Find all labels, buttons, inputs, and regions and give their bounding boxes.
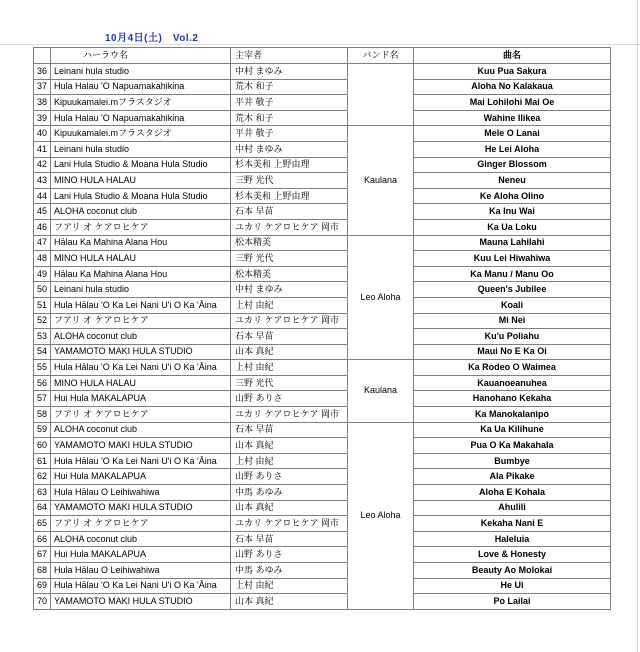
- band-name-cell: Kaulana: [348, 126, 414, 235]
- halau-name-cell: Kipuukamalei.mフラスタジオ: [51, 95, 231, 111]
- row-number-cell: 54: [34, 344, 51, 360]
- table-row: [34, 422, 611, 438]
- song-name-cell: Hanohano Kekaha: [414, 391, 611, 407]
- table-row: [34, 453, 611, 469]
- table-row: [34, 126, 611, 142]
- organizer-name-cell: 杉本美和 上野由理: [231, 188, 348, 204]
- organizer-name-cell: 三野 光代: [231, 173, 348, 189]
- organizer-name-cell: 山本 真紀: [231, 344, 348, 360]
- table-row: [34, 469, 611, 485]
- halau-name-cell: Hui Hula MAKALAPUA: [51, 469, 231, 485]
- halau-name-cell: フアリ オ ケアロヒケア: [51, 219, 231, 235]
- song-name-cell: Pua O Ka Makahala: [414, 438, 611, 454]
- song-name-cell: Ala Pikake: [414, 469, 611, 485]
- halau-name-cell: YAMAMOTO MAKI HULA STUDIO: [51, 594, 231, 610]
- song-name-cell: Ka Rodeo O Waimea: [414, 360, 611, 376]
- title-divider: [0, 44, 640, 45]
- song-name-cell: Ka Inu Wai: [414, 204, 611, 220]
- row-number-cell: 51: [34, 297, 51, 313]
- song-name-cell: Aloha No Kalakaua: [414, 79, 611, 95]
- band-name-cell: Leo Aloha: [348, 235, 414, 360]
- band-name-cell: Kaulana: [348, 360, 414, 422]
- organizer-name-cell: 荒木 和子: [231, 110, 348, 126]
- row-number-cell: 58: [34, 407, 51, 423]
- halau-name-cell: Hui Hula MAKALAPUA: [51, 547, 231, 563]
- row-number-cell: 57: [34, 391, 51, 407]
- row-number-cell: 46: [34, 219, 51, 235]
- halau-name-cell: MINO HULA HALAU: [51, 375, 231, 391]
- song-name-cell: Kuu Pua Sakura: [414, 64, 611, 80]
- table-row: [34, 563, 611, 579]
- row-number-cell: 53: [34, 329, 51, 345]
- table-row: [34, 110, 611, 126]
- organizer-name-cell: 上村 由紀: [231, 297, 348, 313]
- halau-name-cell: YAMAMOTO MAKI HULA STUDIO: [51, 438, 231, 454]
- organizer-name-cell: 山本 真紀: [231, 438, 348, 454]
- song-name-cell: Haleluia: [414, 531, 611, 547]
- halau-name-cell: Lani Hula Studio & Moana Hula Studio: [51, 188, 231, 204]
- halau-name-cell: Leinani hula studio: [51, 141, 231, 157]
- row-number-cell: 45: [34, 204, 51, 220]
- organizer-name-cell: 平井 敬子: [231, 126, 348, 142]
- row-number-cell: 69: [34, 578, 51, 594]
- song-name-cell: Po Lailai: [414, 594, 611, 610]
- row-number-cell: 56: [34, 375, 51, 391]
- table-row: [34, 251, 611, 267]
- song-name-cell: Mai Lohilohi Mai Oe: [414, 95, 611, 111]
- organizer-name-cell: 山本 真紀: [231, 500, 348, 516]
- halau-name-cell: フアリ オ ケアロヒケア: [51, 313, 231, 329]
- song-name-cell: Ka Ua Loku: [414, 219, 611, 235]
- song-name-cell: Maui No E Ka Oi: [414, 344, 611, 360]
- organizer-name-cell: ユカリ ケアロヒケア 岡市: [231, 407, 348, 423]
- halau-name-cell: Hula Hālau O Leihiwahiwa: [51, 485, 231, 501]
- halau-name-cell: Leinani hula studio: [51, 64, 231, 80]
- organizer-name-cell: 平井 敬子: [231, 95, 348, 111]
- table-row: [34, 547, 611, 563]
- song-name-cell: Ku'u Poliahu: [414, 329, 611, 345]
- organizer-name-cell: ユカリ ケアロヒケア 岡市: [231, 219, 348, 235]
- organizer-name-cell: 上村 由紀: [231, 453, 348, 469]
- header-song: 曲名: [414, 48, 611, 64]
- band-name-cell: Leo Aloha: [348, 422, 414, 609]
- organizer-name-cell: 松本精美: [231, 266, 348, 282]
- halau-name-cell: Hula Hālau 'O Ka Lei Nani U'i O Ka 'Āina: [51, 297, 231, 313]
- song-name-cell: He Ui: [414, 578, 611, 594]
- halau-name-cell: Hula Halau 'O Napuamakahikina: [51, 79, 231, 95]
- halau-name-cell: Hula Hālau O Leihiwahiwa: [51, 563, 231, 579]
- song-name-cell: Kauanoeanuhea: [414, 375, 611, 391]
- table-row: [34, 235, 611, 251]
- row-number-cell: 50: [34, 282, 51, 298]
- song-name-cell: Wahine Ilikea: [414, 110, 611, 126]
- song-name-cell: Ka Manu / Manu Oo: [414, 266, 611, 282]
- organizer-name-cell: ユカリ ケアロヒケア 岡市: [231, 313, 348, 329]
- table-row: [34, 578, 611, 594]
- song-name-cell: Kekaha Nani E: [414, 516, 611, 532]
- organizer-name-cell: 石本 早苗: [231, 531, 348, 547]
- song-name-cell: Neneu: [414, 173, 611, 189]
- halau-name-cell: Hula Hālau 'O Ka Lei Nani U'i O Ka 'Āina: [51, 578, 231, 594]
- table-row: [34, 438, 611, 454]
- page-title: 10月4日(土) Vol.2: [105, 33, 199, 44]
- table-row: [34, 516, 611, 532]
- row-number-cell: 40: [34, 126, 51, 142]
- table-row: [34, 594, 611, 610]
- header-row: [34, 48, 611, 64]
- row-number-cell: 43: [34, 173, 51, 189]
- row-number-cell: 47: [34, 235, 51, 251]
- song-name-cell: Kuu Lei Hiwahiwa: [414, 251, 611, 267]
- header-halau: ハーラウ名: [51, 48, 231, 64]
- organizer-name-cell: 中馬 あゆみ: [231, 563, 348, 579]
- table-row: [34, 95, 611, 111]
- song-name-cell: Koali: [414, 297, 611, 313]
- song-name-cell: Ka Manokalanipo: [414, 407, 611, 423]
- organizer-name-cell: 上村 由紀: [231, 578, 348, 594]
- row-number-cell: 42: [34, 157, 51, 173]
- organizer-name-cell: 山本 真紀: [231, 594, 348, 610]
- organizer-name-cell: 中馬 あゆみ: [231, 485, 348, 501]
- row-number-cell: 59: [34, 422, 51, 438]
- table-row: [34, 531, 611, 547]
- table-row: [34, 344, 611, 360]
- song-name-cell: Ka Ua Kilihune: [414, 422, 611, 438]
- halau-name-cell: ALOHA coconut club: [51, 329, 231, 345]
- table-row: [34, 173, 611, 189]
- row-number-cell: 62: [34, 469, 51, 485]
- halau-name-cell: Kipuukamalei.mフラスタジオ: [51, 126, 231, 142]
- halau-name-cell: Hui Hula MAKALAPUA: [51, 391, 231, 407]
- row-number-cell: 52: [34, 313, 51, 329]
- organizer-name-cell: 山野 ありさ: [231, 391, 348, 407]
- song-name-cell: Beauty Ao Molokai: [414, 563, 611, 579]
- header-organizer: 主宰者: [231, 48, 348, 64]
- organizer-name-cell: 中村 まゆみ: [231, 282, 348, 298]
- row-number-cell: 39: [34, 110, 51, 126]
- song-name-cell: Ahulili: [414, 500, 611, 516]
- table-row: [34, 297, 611, 313]
- organizer-name-cell: 石本 早苗: [231, 329, 348, 345]
- halau-name-cell: Lani Hula Studio & Moana Hula Studio: [51, 157, 231, 173]
- table-row: [34, 157, 611, 173]
- table-row: [34, 360, 611, 376]
- song-name-cell: Mauna Lahilahi: [414, 235, 611, 251]
- row-number-cell: 37: [34, 79, 51, 95]
- halau-name-cell: Leinani hula studio: [51, 282, 231, 298]
- row-number-cell: 41: [34, 141, 51, 157]
- organizer-name-cell: 石本 早苗: [231, 204, 348, 220]
- halau-name-cell: YAMAMOTO MAKI HULA STUDIO: [51, 344, 231, 360]
- row-number-cell: 65: [34, 516, 51, 532]
- row-number-cell: 64: [34, 500, 51, 516]
- table-row: [34, 219, 611, 235]
- halau-name-cell: フアリ オ ケアロヒケア: [51, 407, 231, 423]
- halau-name-cell: フアリ オ ケアロヒケア: [51, 516, 231, 532]
- table-row: [34, 391, 611, 407]
- table-row: [34, 188, 611, 204]
- row-number-cell: 67: [34, 547, 51, 563]
- row-number-cell: 55: [34, 360, 51, 376]
- halau-name-cell: Hālau Ka Mahina Alana Hou: [51, 235, 231, 251]
- table-row: [34, 500, 611, 516]
- table-row: [34, 407, 611, 423]
- halau-name-cell: ALOHA coconut club: [51, 204, 231, 220]
- organizer-name-cell: 杉本美和 上野由理: [231, 157, 348, 173]
- row-number-cell: 48: [34, 251, 51, 267]
- organizer-name-cell: 山野 ありさ: [231, 469, 348, 485]
- song-name-cell: Bumbye: [414, 453, 611, 469]
- table-row: [34, 329, 611, 345]
- halau-name-cell: Hula Halau 'O Napuamakahikina: [51, 110, 231, 126]
- table-row: [34, 375, 611, 391]
- window-edge-line: [637, 0, 638, 652]
- table-row: [34, 282, 611, 298]
- song-name-cell: Aloha E Kohala: [414, 485, 611, 501]
- header-number: [34, 48, 51, 64]
- table-row: [34, 141, 611, 157]
- organizer-name-cell: 上村 由紀: [231, 360, 348, 376]
- table-row: [34, 266, 611, 282]
- song-name-cell: He Lei Aloha: [414, 141, 611, 157]
- row-number-cell: 49: [34, 266, 51, 282]
- organizer-name-cell: 石本 早苗: [231, 422, 348, 438]
- halau-name-cell: YAMAMOTO MAKI HULA STUDIO: [51, 500, 231, 516]
- song-name-cell: Queen's Jubilee: [414, 282, 611, 298]
- halau-name-cell: Hula Hālau 'O Ka Lei Nani U'i O Ka 'Āina: [51, 453, 231, 469]
- song-name-cell: Mele O Lanai: [414, 126, 611, 142]
- table-row: [34, 79, 611, 95]
- row-number-cell: 36: [34, 64, 51, 80]
- row-number-cell: 70: [34, 594, 51, 610]
- row-number-cell: 66: [34, 531, 51, 547]
- halau-name-cell: Hālau Ka Mahina Alana Hou: [51, 266, 231, 282]
- band-name-cell: [348, 64, 414, 126]
- halau-name-cell: MINO HULA HALAU: [51, 251, 231, 267]
- organizer-name-cell: 中村 まゆみ: [231, 64, 348, 80]
- halau-name-cell: ALOHA coconut club: [51, 531, 231, 547]
- table-row: [34, 64, 611, 80]
- row-number-cell: 61: [34, 453, 51, 469]
- table-row: [34, 204, 611, 220]
- schedule-table: [33, 47, 611, 610]
- row-number-cell: 63: [34, 485, 51, 501]
- row-number-cell: 38: [34, 95, 51, 111]
- table-row: [34, 313, 611, 329]
- row-number-cell: 44: [34, 188, 51, 204]
- organizer-name-cell: 三野 光代: [231, 251, 348, 267]
- halau-name-cell: MINO HULA HALAU: [51, 173, 231, 189]
- organizer-name-cell: 中村 まゆみ: [231, 141, 348, 157]
- song-name-cell: Ke Aloha Olino: [414, 188, 611, 204]
- halau-name-cell: Hula Hālau 'O Ka Lei Nani U'i O Ka 'Āina: [51, 360, 231, 376]
- organizer-name-cell: 三野 光代: [231, 375, 348, 391]
- row-number-cell: 60: [34, 438, 51, 454]
- halau-name-cell: ALOHA coconut club: [51, 422, 231, 438]
- song-name-cell: Ginger Blossom: [414, 157, 611, 173]
- header-band: バンド名: [348, 48, 414, 64]
- row-number-cell: 68: [34, 563, 51, 579]
- organizer-name-cell: ユカリ ケアロヒケア 岡市: [231, 516, 348, 532]
- organizer-name-cell: 松本精美: [231, 235, 348, 251]
- organizer-name-cell: 荒木 和子: [231, 79, 348, 95]
- song-name-cell: Mi Nei: [414, 313, 611, 329]
- organizer-name-cell: 山野 ありさ: [231, 547, 348, 563]
- song-name-cell: Love & Honesty: [414, 547, 611, 563]
- table-row: [34, 485, 611, 501]
